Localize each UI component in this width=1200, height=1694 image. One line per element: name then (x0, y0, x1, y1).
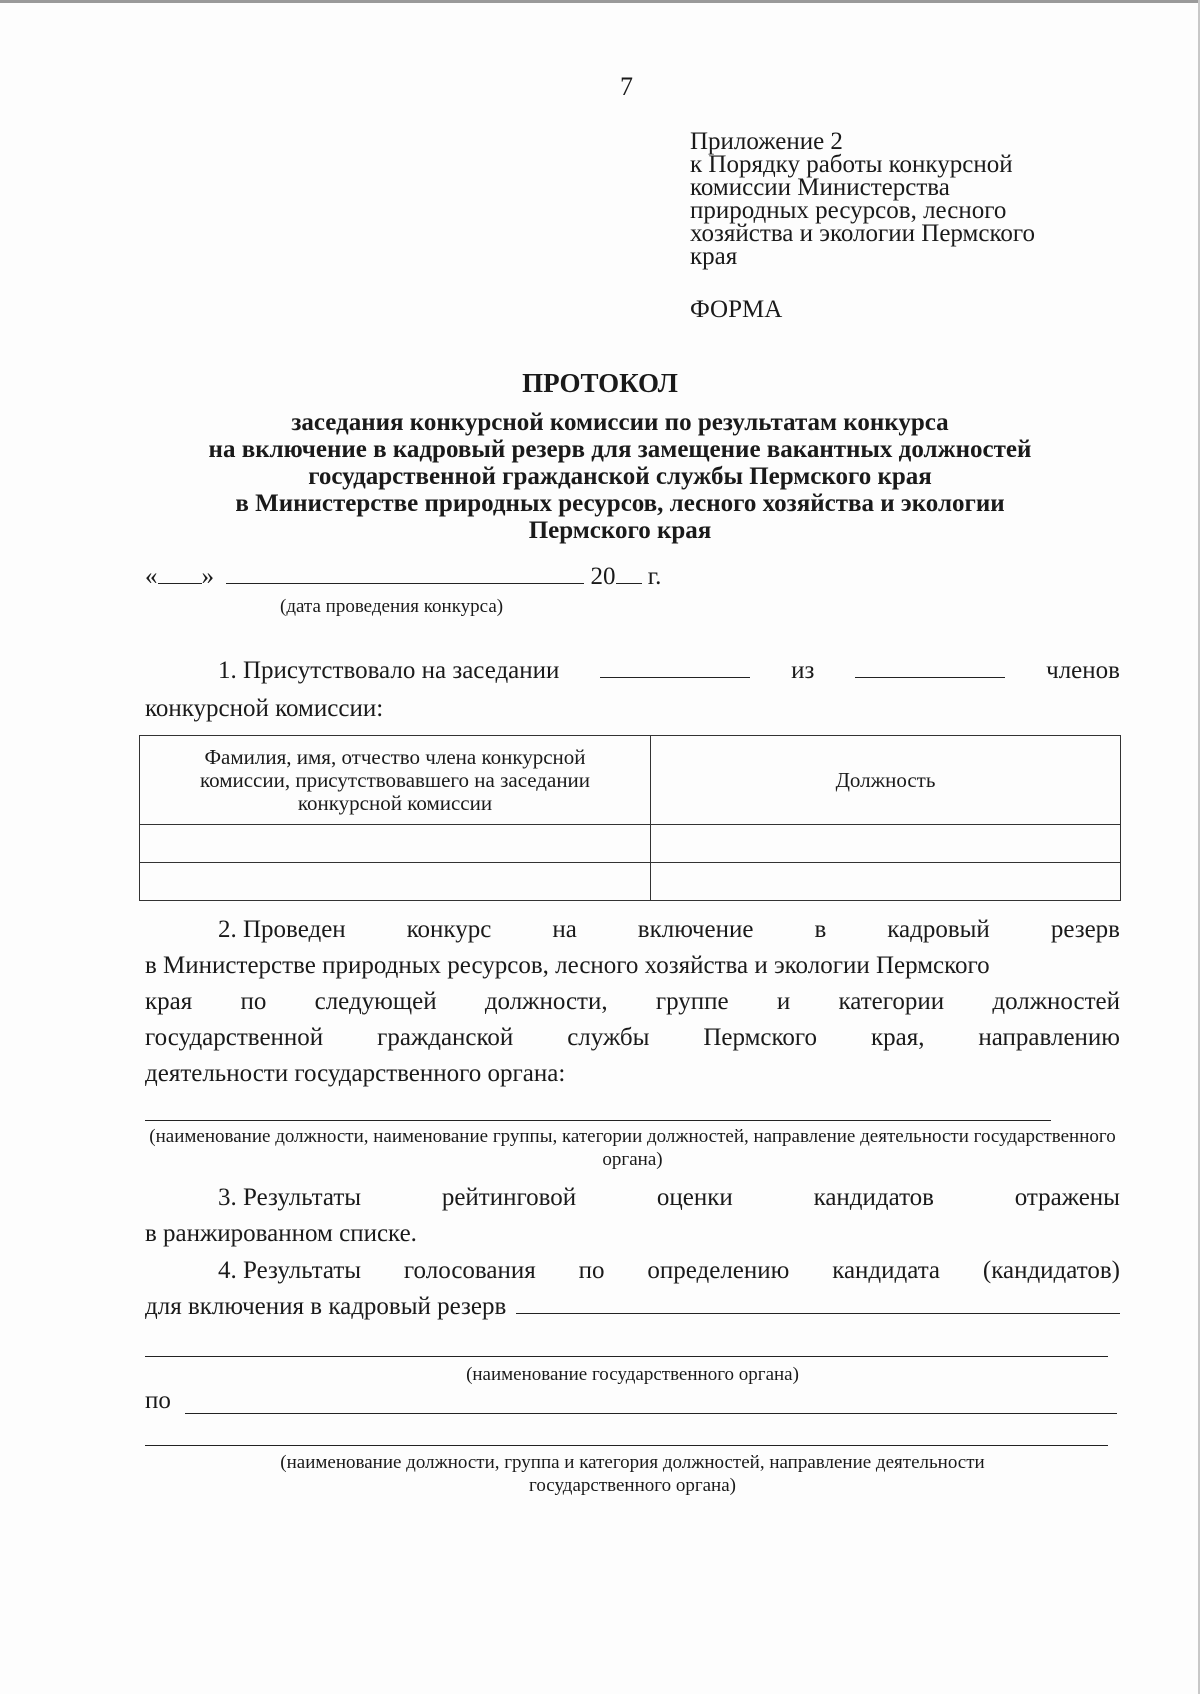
item2-line3: края по следующей должности, группе и категории должностей (145, 988, 1120, 1015)
appendix-line: Приложение 2 (690, 128, 843, 155)
item2-hint: (наименование должности, наименование группы, категории должностей, направление деятельности государственного органа) (149, 1126, 1116, 1170)
item1-line2: конкурсной комиссии: (145, 695, 384, 722)
item3-paragraph (145, 1180, 1120, 1252)
po-label: по (145, 1387, 171, 1414)
position-hint: (наименование должности, группа и категория должностей, направление деятельности государственного органа) (280, 1452, 985, 1496)
item3-line2: в ранжированном списке. (145, 1220, 417, 1247)
appendix-note (690, 130, 1110, 268)
item1-text: 1. Присутствовало на заседании (218, 657, 560, 684)
appendix-line: края (690, 243, 738, 270)
table-cell[interactable] (140, 863, 651, 901)
item2-line4: государственной гражданской службы Пермского края, направлению (145, 1024, 1120, 1051)
position-fill-line-3[interactable] (145, 1445, 1108, 1446)
document-subtitle (80, 409, 1160, 544)
page-number: 7 (620, 72, 633, 101)
subtitle-line: государственной гражданской службы Пермского края (308, 463, 932, 490)
table-row (140, 863, 1121, 901)
candidate-blank[interactable] (516, 1312, 1120, 1314)
item4-paragraph (145, 1253, 1120, 1325)
scan-edge-top (0, 0, 1200, 3)
table-row (140, 825, 1121, 863)
item2-paragraph (145, 912, 1120, 1092)
table-cell[interactable] (140, 825, 651, 863)
members-table (139, 735, 1121, 901)
item2-line5: деятельности государственного органа: (145, 1060, 566, 1087)
item4-line1: 4. Результаты голосования по определению кандидата (кандидатов) (218, 1257, 1120, 1284)
date-open-quote: « (145, 563, 158, 590)
item3-line1: 3. Результаты рейтинговой оценки кандидатов отражены (218, 1184, 1120, 1211)
date-field (145, 563, 661, 591)
item2-line1: 2. Проведен конкурс на включение в кадровый резерв (218, 916, 1120, 943)
subtitle-line: Пермского края (528, 517, 712, 544)
position-fill-line[interactable] (145, 1120, 1051, 1121)
subtitle-line: на включение в кадровый резерв для замещение вакантных должностей (208, 436, 1032, 463)
item1-middle: из (791, 657, 815, 684)
item1-line (145, 657, 1120, 685)
appendix-line: к Порядку работы конкурсной (690, 151, 1013, 178)
present-count-blank[interactable] (600, 676, 750, 678)
date-hint: (дата проведения конкурса) (280, 596, 504, 617)
table-header-row (140, 736, 1121, 825)
appendix-line: природных ресурсов, лесного (690, 197, 1007, 224)
subtitle-line: заседания конкурсной комиссии по результатам конкурса (291, 409, 949, 436)
subtitle-line: в Министерстве природных ресурсов, лесного хозяйства и экологии (235, 490, 1005, 517)
table-cell[interactable] (651, 825, 1121, 863)
month-blank[interactable] (226, 582, 584, 584)
item4-line2: для включения в кадровый резерв (145, 1289, 1120, 1325)
document-title: ПРОТОКОЛ (522, 368, 678, 398)
date-close-quote: » (201, 563, 214, 590)
org-fill-line[interactable] (145, 1356, 1108, 1357)
item1-end: членов (1046, 657, 1120, 684)
item2-line2: в Министерстве природных ресурсов, лесного хозяйства и экологии Пермского (145, 952, 990, 979)
year-suffix: г. (647, 563, 662, 590)
year-prefix: 20 (590, 563, 616, 590)
day-blank[interactable] (158, 582, 202, 584)
year-blank[interactable] (616, 582, 642, 584)
table-cell[interactable] (651, 863, 1121, 901)
appendix-line: комиссии Министерства (690, 174, 950, 201)
header-member-name: Фамилия, имя, отчество члена конкурсной комиссии, присутствовавшего на заседании конкурсной комиссии (140, 736, 651, 825)
header-position: Должность (651, 736, 1121, 825)
total-count-blank[interactable] (855, 676, 1005, 678)
org-hint: (наименование государственного органа) (466, 1364, 799, 1385)
form-label: ФОРМА (690, 296, 783, 323)
appendix-line: хозяйства и экологии Пермского (690, 220, 1035, 247)
position-fill-line-2[interactable] (185, 1413, 1117, 1414)
